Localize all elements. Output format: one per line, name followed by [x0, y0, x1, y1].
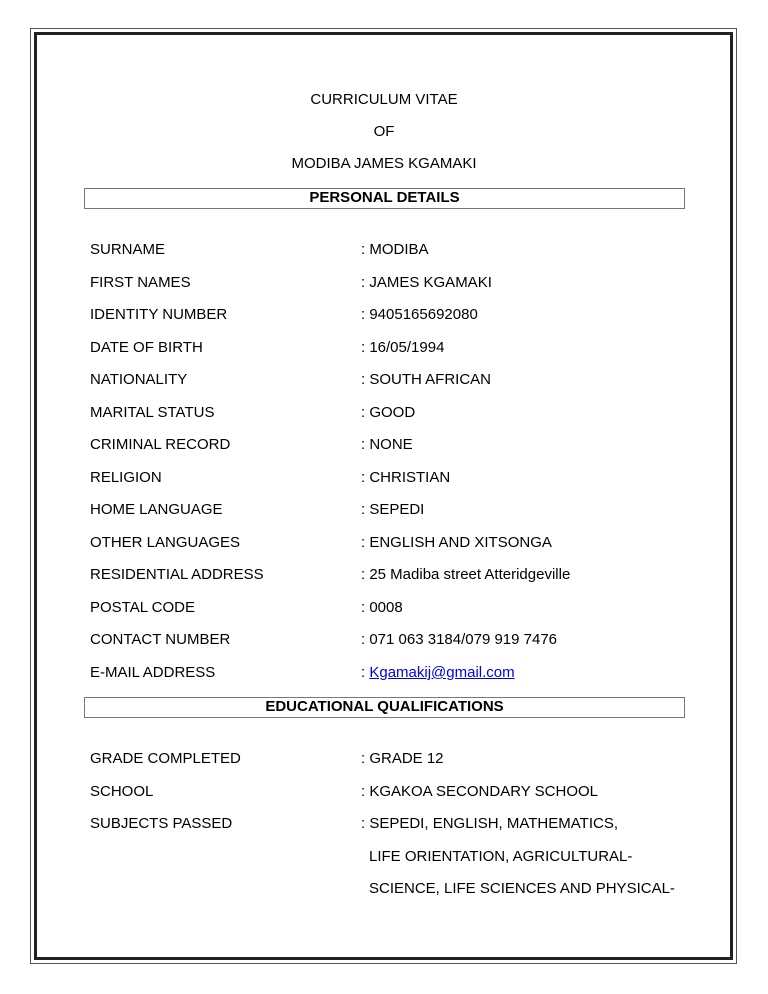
- detail-value: : CHRISTIAN: [361, 469, 451, 486]
- candidate-name: MODIBA JAMES KGAMAKI: [291, 155, 477, 172]
- detail-row-marital-status: [90, 404, 690, 424]
- detail-row-postal-code: [90, 599, 690, 619]
- detail-value: : KGAKOA SECONDARY SCHOOL: [361, 783, 599, 800]
- detail-value: : 071 063 3184/079 919 7476: [361, 631, 558, 648]
- detail-row-contact-number: [90, 631, 690, 651]
- detail-row-date-of-birth: [90, 339, 690, 359]
- detail-label: DATE OF BIRTH: [90, 339, 203, 356]
- detail-row-nationality: [90, 371, 690, 391]
- detail-value: : MODIBA: [361, 241, 429, 258]
- detail-row-criminal-record: [90, 436, 690, 456]
- detail-label: RELIGION: [90, 469, 162, 486]
- detail-label: IDENTITY NUMBER: [90, 306, 228, 323]
- title-of: OF: [373, 123, 395, 140]
- email-link[interactable]: Kgamakij@gmail.com: [369, 664, 515, 681]
- education-row-subjects-passed: [90, 815, 690, 835]
- email-prefix: :: [361, 664, 370, 681]
- subjects-continuation-line: [90, 880, 690, 900]
- detail-label: GRADE COMPLETED: [90, 750, 241, 767]
- detail-value: : GRADE 12: [361, 750, 444, 767]
- educational-qualifications-heading: EDUCATIONAL QUALIFICATIONS: [84, 697, 685, 718]
- detail-value: : JAMES KGAMAKI: [361, 274, 492, 291]
- education-row-school: [90, 783, 690, 803]
- subjects-continuation-line: [90, 848, 690, 868]
- detail-value: : ENGLISH AND XITSONGA: [361, 534, 552, 551]
- detail-value: : GOOD: [361, 404, 416, 421]
- education-row-grade-completed: [90, 750, 690, 770]
- detail-label: SUBJECTS PASSED: [90, 815, 233, 832]
- detail-label: RESIDENTIAL ADDRESS: [90, 566, 264, 583]
- detail-row-first-names: [90, 274, 690, 294]
- detail-value: : 16/05/1994: [361, 339, 445, 356]
- personal-details-heading: PERSONAL DETAILS: [84, 188, 685, 209]
- detail-row-identity-number: [90, 306, 690, 326]
- detail-label: SURNAME: [90, 241, 166, 258]
- detail-value: : SEPEDI: [361, 501, 425, 518]
- detail-label: SCHOOL: [90, 783, 154, 800]
- detail-value: LIFE ORIENTATION, AGRICULTURAL-: [369, 848, 633, 865]
- detail-value: : 25 Madiba street Atteridgeville: [361, 566, 571, 583]
- detail-row-email-address: [90, 664, 690, 684]
- detail-label: MARITAL STATUS: [90, 404, 215, 421]
- detail-value: : 9405165692080: [361, 306, 478, 323]
- detail-value: : SOUTH AFRICAN: [361, 371, 492, 388]
- detail-value: : 0008: [361, 599, 403, 616]
- detail-label: HOME LANGUAGE: [90, 501, 223, 518]
- detail-label: NATIONALITY: [90, 371, 188, 388]
- detail-value: : NONE: [361, 436, 413, 453]
- detail-value: SCIENCE, LIFE SCIENCES AND PHYSICAL-: [369, 880, 675, 897]
- detail-row-religion: [90, 469, 690, 489]
- detail-value: [361, 664, 515, 681]
- detail-row-surname: [90, 241, 690, 261]
- detail-label: OTHER LANGUAGES: [90, 534, 241, 551]
- detail-label: CONTACT NUMBER: [90, 631, 231, 648]
- detail-row-other-languages: [90, 534, 690, 554]
- detail-label: E-MAIL ADDRESS: [90, 664, 216, 681]
- detail-row-residential-address: [90, 566, 690, 586]
- detail-value: : SEPEDI, ENGLISH, MATHEMATICS,: [361, 815, 618, 832]
- detail-row-home-language: [90, 501, 690, 521]
- document-title: CURRICULUM VITAE: [310, 91, 458, 108]
- detail-label: FIRST NAMES: [90, 274, 191, 291]
- detail-label: CRIMINAL RECORD: [90, 436, 231, 453]
- detail-label: POSTAL CODE: [90, 599, 196, 616]
